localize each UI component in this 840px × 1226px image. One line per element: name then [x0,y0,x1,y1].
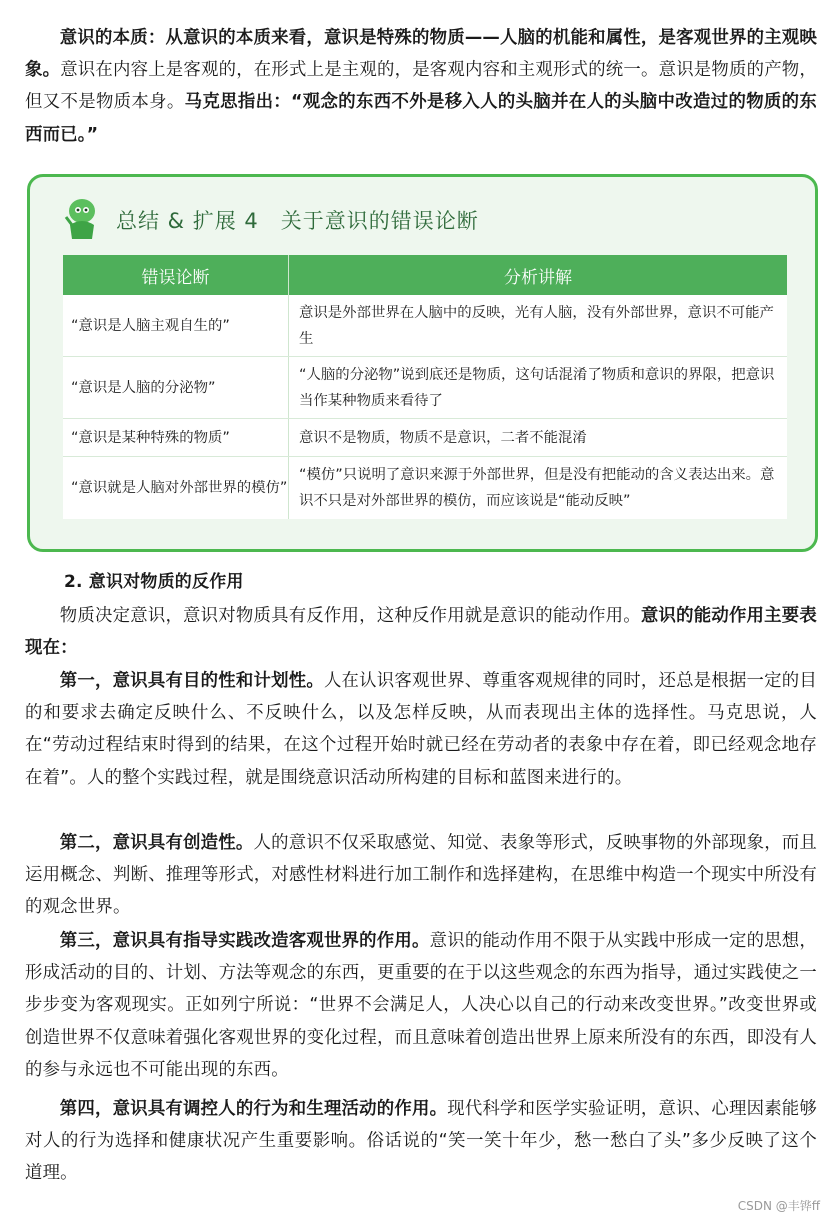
point-text: 人的意识不仅采取感觉、知觉、表象等形式，反映事物的外部现象，而且运用概念、判断、推理等形式，对感性材料进行加工制作和选择建构，在思维中构造一个现实中所没有的观念世界。 [25,833,818,918]
claim-cell: “意识就是人脑对外部世界的模仿” [63,457,289,519]
intro-paragraph [25,22,817,151]
analysis-cell: “模仿”只说明了意识来源于外部世界，但是没有把能动的含义表达出来。意识不只是对外部世界的模仿，而应该说是“能动反映” [299,467,775,509]
section-heading: 2. 意识对物质的反作用 [64,572,244,592]
section-intro [25,600,817,664]
mascot-icon [58,195,102,241]
section-intro-bold: 意识的能动作用主要表现在： [25,606,817,659]
point-paragraph [25,925,817,1086]
section-intro-text: 物质决定意识，意识对物质具有反作用，这种反作用就是意识的能动作用。 [59,606,641,626]
intro-text: 意识在内容上是客观的，在形式上是主观的，是客观内容和主观形式的统一。意识是物质的产物，但又不是物质本身。 [25,60,817,113]
watermark: CSDN @丰铧ff [737,1199,820,1213]
point-paragraph [25,1093,817,1190]
header-claim: 错误论断 [63,255,289,295]
claim-cell: “意识是人脑主观自生的” [63,295,289,356]
point-text: 人在认识客观世界、尊重客观规律的同时，还总是根据一定的目的和要求去确定反映什么、不反映什么，以及怎样反映，从而表现出主体的选择性。马克思说，人在“劳动过程结束时得到的结果，在这个过程开始时就已经在劳动者的表象中存在着，即已经观念地存在着”。人的整个实践过程，就是围绕意识活动所构建的目标和蓝图来进行的。 [25,671,817,788]
point-text: 现代科学和医学实验证明，意识、心理因素能够对人的行为选择和健康状况产生重要影响。俗话说的“笑一笑十年少，愁一愁白了头”多少反映了这个道理。 [25,1099,818,1184]
table-row [63,357,787,419]
table-row [63,457,787,519]
table-row [63,295,787,357]
analysis-cell: 意识不是物质，物质不是意识，二者不能混淆 [299,429,587,446]
claim-cell: “意识是某种特殊的物质” [63,419,289,456]
point-title: 第一，意识具有目的性和计划性。 [59,671,324,691]
point-paragraph [25,665,817,794]
analysis-cell: “人脑的分泌物”说到底还是物质，这句话混淆了物质和意识的界限，把意识当作某种物质来看待了 [299,366,775,409]
point-text: 意识的能动作用不限于从实践中形成一定的思想，形成活动的目的、计划、方法等观念的东西，更重要的在于以这些观念的东西为指导，通过实践使之一步步变为客观现实。正如列宁所说：“世界不会满足人，人决心以自己的行动来改变世界。”改变世界或创造世界不仅意味着强化客观世界的变化过程，而且意味着创造出世界上原来所没有的东西，即没有人的参与永远也不可能出现的东西。 [25,931,818,1080]
table-row [63,419,787,457]
intro-bold-lead: 意识的本质：从意识的本质来看，意识是特殊的物质——人脑的机能和属性，是客观世界的主观映象。 [25,28,817,81]
point-paragraph [25,827,817,924]
point-title: 第三，意识具有指导实践改造客观世界的作用。 [59,931,430,951]
point-title: 第二，意识具有创造性。 [59,833,254,853]
error-claims-table [63,255,787,519]
header-analysis: 分析讲解 [504,267,572,288]
point-title: 第四，意识具有调控人的行为和生理活动的作用。 [59,1099,448,1119]
intro-marx-quote: 马克思指出：“观念的东西不外是移入人的头脑并在人的头脑中改造过的物质的东西而已。” [25,92,817,145]
summary-box-title: 总结 & 扩展 4 关于意识的错误论断 [116,209,479,233]
claim-cell: “意识是人脑的分泌物” [63,357,289,418]
table-header [63,255,787,295]
summary-box [27,174,818,552]
analysis-cell: 意识是外部世界在人脑中的反映，光有人脑，没有外部世界，意识不可能产生 [299,304,774,347]
